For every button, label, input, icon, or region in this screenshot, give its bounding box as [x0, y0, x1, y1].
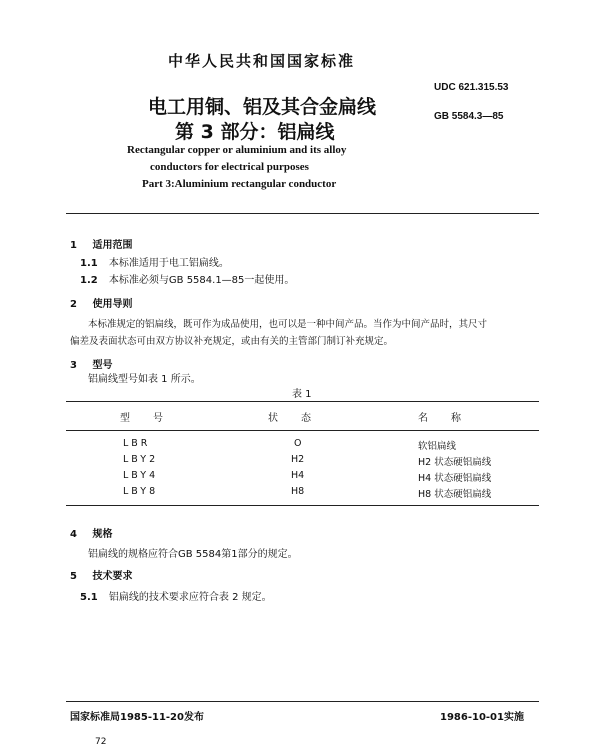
table-row-1-model: LBR — [123, 438, 151, 449]
clause-1-1-number: 1.1 — [80, 258, 98, 269]
table-row-2-name: H2 状态硬铝扁线 — [418, 457, 492, 468]
clause-1-1 — [80, 254, 229, 269]
table-row-3-name: H4 状态硬铝扁线 — [418, 473, 492, 484]
section-4-number: 4 — [70, 529, 77, 540]
header-divider — [66, 213, 539, 214]
clause-1-1-text: 本标准适用于电工铝扁线。 — [108, 258, 229, 269]
table-header-name: 名 称 — [418, 413, 462, 424]
table-row-3-state: H4 — [291, 470, 305, 481]
table-bottom-rule — [66, 505, 539, 506]
issue-date: 国家标准局1985-11-20发布 — [70, 712, 204, 723]
table-row-3-model: LBY4 — [123, 470, 159, 481]
section-5-title: 技术要求 — [92, 571, 133, 582]
section-3-number: 3 — [70, 360, 77, 371]
document-title-cn: 电工用铜、铝及其合金扁线 — [148, 96, 377, 118]
section-5-heading — [70, 567, 132, 582]
title-en-line2: conductors for electrical purposes — [150, 161, 309, 173]
document-subtitle-cn: 第 3 部分：铝扁线 — [175, 121, 335, 143]
section-3-heading — [70, 356, 112, 371]
title-en-line3: Part 3:Aluminium rectangular conductor — [142, 178, 337, 190]
section-1-heading — [70, 236, 132, 251]
section-5-number: 5 — [70, 571, 77, 582]
section-2-title: 使用导则 — [92, 299, 133, 310]
standard-title: 中华人民共和国国家标准 — [168, 52, 356, 70]
title-en-line1: Rectangular copper or aluminium and its alloy — [127, 144, 347, 156]
section-4-heading — [70, 525, 112, 540]
effective-date: 1986-10-01实施 — [440, 712, 524, 723]
clause-1-2-text: 本标准必须与GB 5584.1—85一起使用。 — [108, 275, 295, 286]
table-header-state: 状 态 — [268, 413, 312, 424]
section-2-heading — [70, 295, 132, 310]
table-top-rule — [66, 401, 539, 402]
section-4-title: 规格 — [92, 529, 113, 540]
table-row-2-model: LBY2 — [123, 454, 159, 465]
table-row-4-name: H8 状态硬铝扁线 — [418, 489, 492, 500]
table-row-2-state: H2 — [291, 454, 305, 465]
page-number: 72 — [95, 737, 107, 747]
clause-1-2 — [80, 271, 294, 286]
section-3-text: 铝扁线型号如表 1 所示。 — [88, 374, 201, 385]
footer-divider — [66, 701, 539, 702]
clause-1-2-number: 1.2 — [80, 275, 98, 286]
section-1-number: 1 — [70, 240, 77, 251]
section-2-number: 2 — [70, 299, 77, 310]
table-row-4-model: LBY8 — [123, 486, 159, 497]
clause-5-1-text: 铝扁线的技术要求应符合表 2 规定。 — [108, 592, 272, 603]
section-2-para-line1: 本标准规定的铝扁线，既可作为成品使用，也可以是一种中间产品。当作为中间产品时，其尺寸 — [88, 319, 488, 330]
section-1-title: 适用范围 — [92, 240, 133, 251]
table-row-1-name: 软铝扁线 — [418, 441, 457, 452]
clause-5-1-number: 5.1 — [80, 592, 98, 603]
table-1-caption: 表 1 — [292, 389, 312, 400]
table-header-rule — [66, 430, 539, 431]
section-3-title: 型号 — [92, 360, 113, 371]
table-row-4-state: H8 — [291, 486, 305, 497]
section-4-text: 铝扁线的规格应符合GB 5584第1部分的规定。 — [88, 549, 298, 560]
table-row-1-state: O — [294, 438, 302, 449]
table-header-model: 型 号 — [120, 413, 164, 424]
clause-5-1 — [80, 588, 272, 603]
udc-code: UDC 621.315.53 — [434, 82, 509, 93]
gb-number: GB 5584.3—85 — [434, 111, 504, 122]
section-2-para-line2: 偏差及表面状态可由双方协议补充规定，或由有关的主管部门制订补充规定。 — [70, 336, 394, 347]
